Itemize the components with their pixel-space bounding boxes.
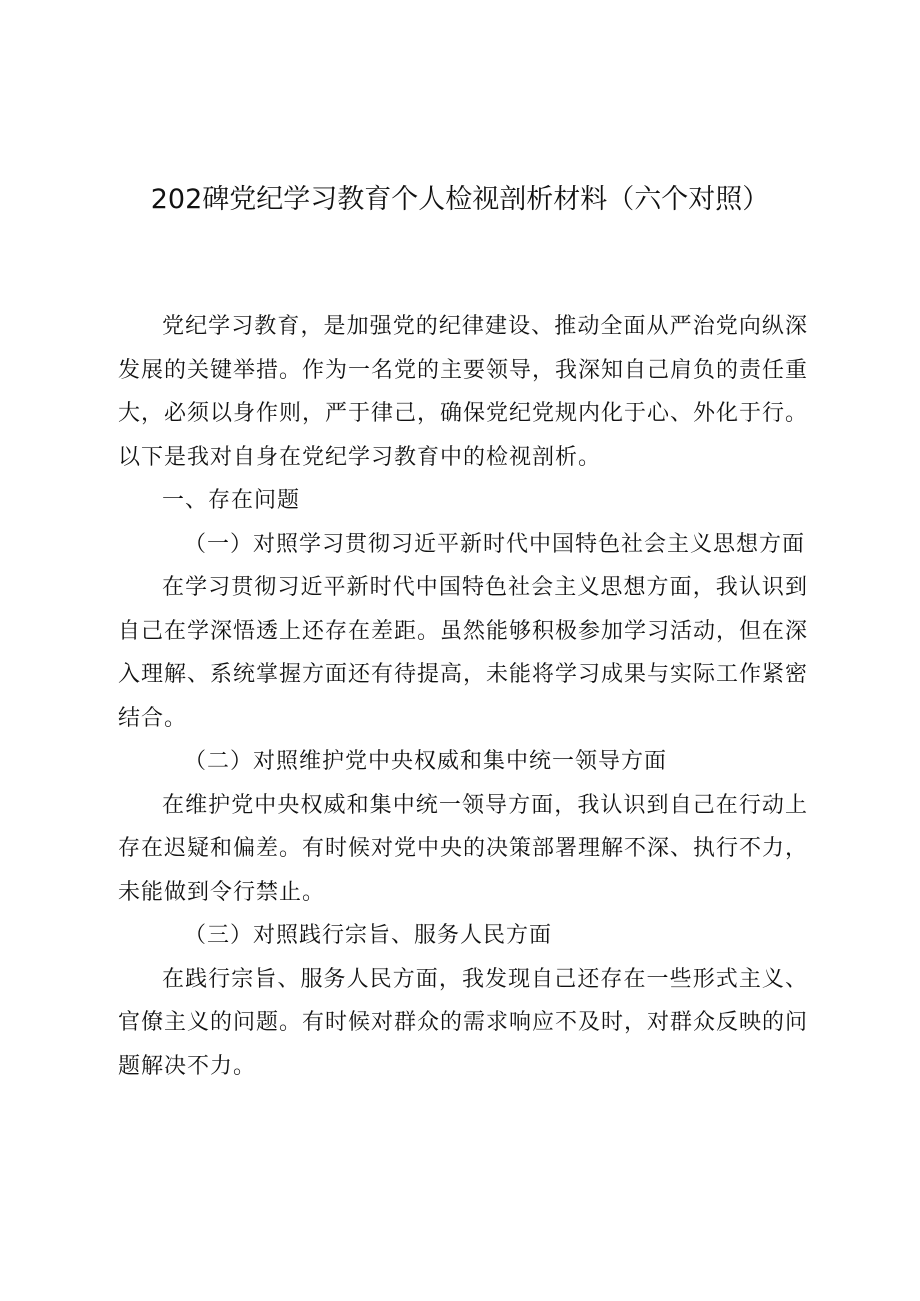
item-paragraph: 在学习贯彻习近平新时代中国特色社会主义思想方面，我认识到自己在学深悟透上还存在差距。虽然能够积极参加学习活动，但在深入理解、系统掌握方面还有待提高，未能将学习成果与实际工作紧密结合。 — [118, 575, 809, 731]
item-heading: （一）对照学习贯彻习近平新时代中国特色社会主义思想方面 — [184, 531, 806, 557]
intro-paragraph: 党纪学习教育，是加强党的纪律建设、推动全面从严治党向纵深发展的关键举措。作为一名党的主要领导，我深知自己肩负的责任重大，必须以身作则，严于律己，确保党纪党规内化于心、外化于行。以下是我对自身在党纪学习教育中的检视剖析。 — [118, 314, 809, 470]
item-paragraph: 在维护党中央权威和集中统一领导方面，我认识到自己在行动上存在迟疑和偏差。有时候对党中央的决策部署理解不深、执行不力，未能做到令行禁止。 — [118, 792, 809, 905]
item-paragraph: 在践行宗旨、服务人民方面，我发现自己还存在一些形式主义、官僚主义的问题。有时候对群众的需求响应不及时，对群众反映的问题解决不力。 — [118, 966, 809, 1079]
document-body — [118, 305, 808, 1088]
item-heading: （二）对照维护党中央权威和集中统一领导方面 — [184, 749, 668, 774]
document-title: 202碑党纪学习教育个人检视剖析材料（六个对照） — [150, 184, 770, 215]
item-heading: （三）对照践行宗旨、服务人民方面 — [184, 923, 553, 948]
section-heading: 一、存在问题 — [162, 488, 301, 513]
